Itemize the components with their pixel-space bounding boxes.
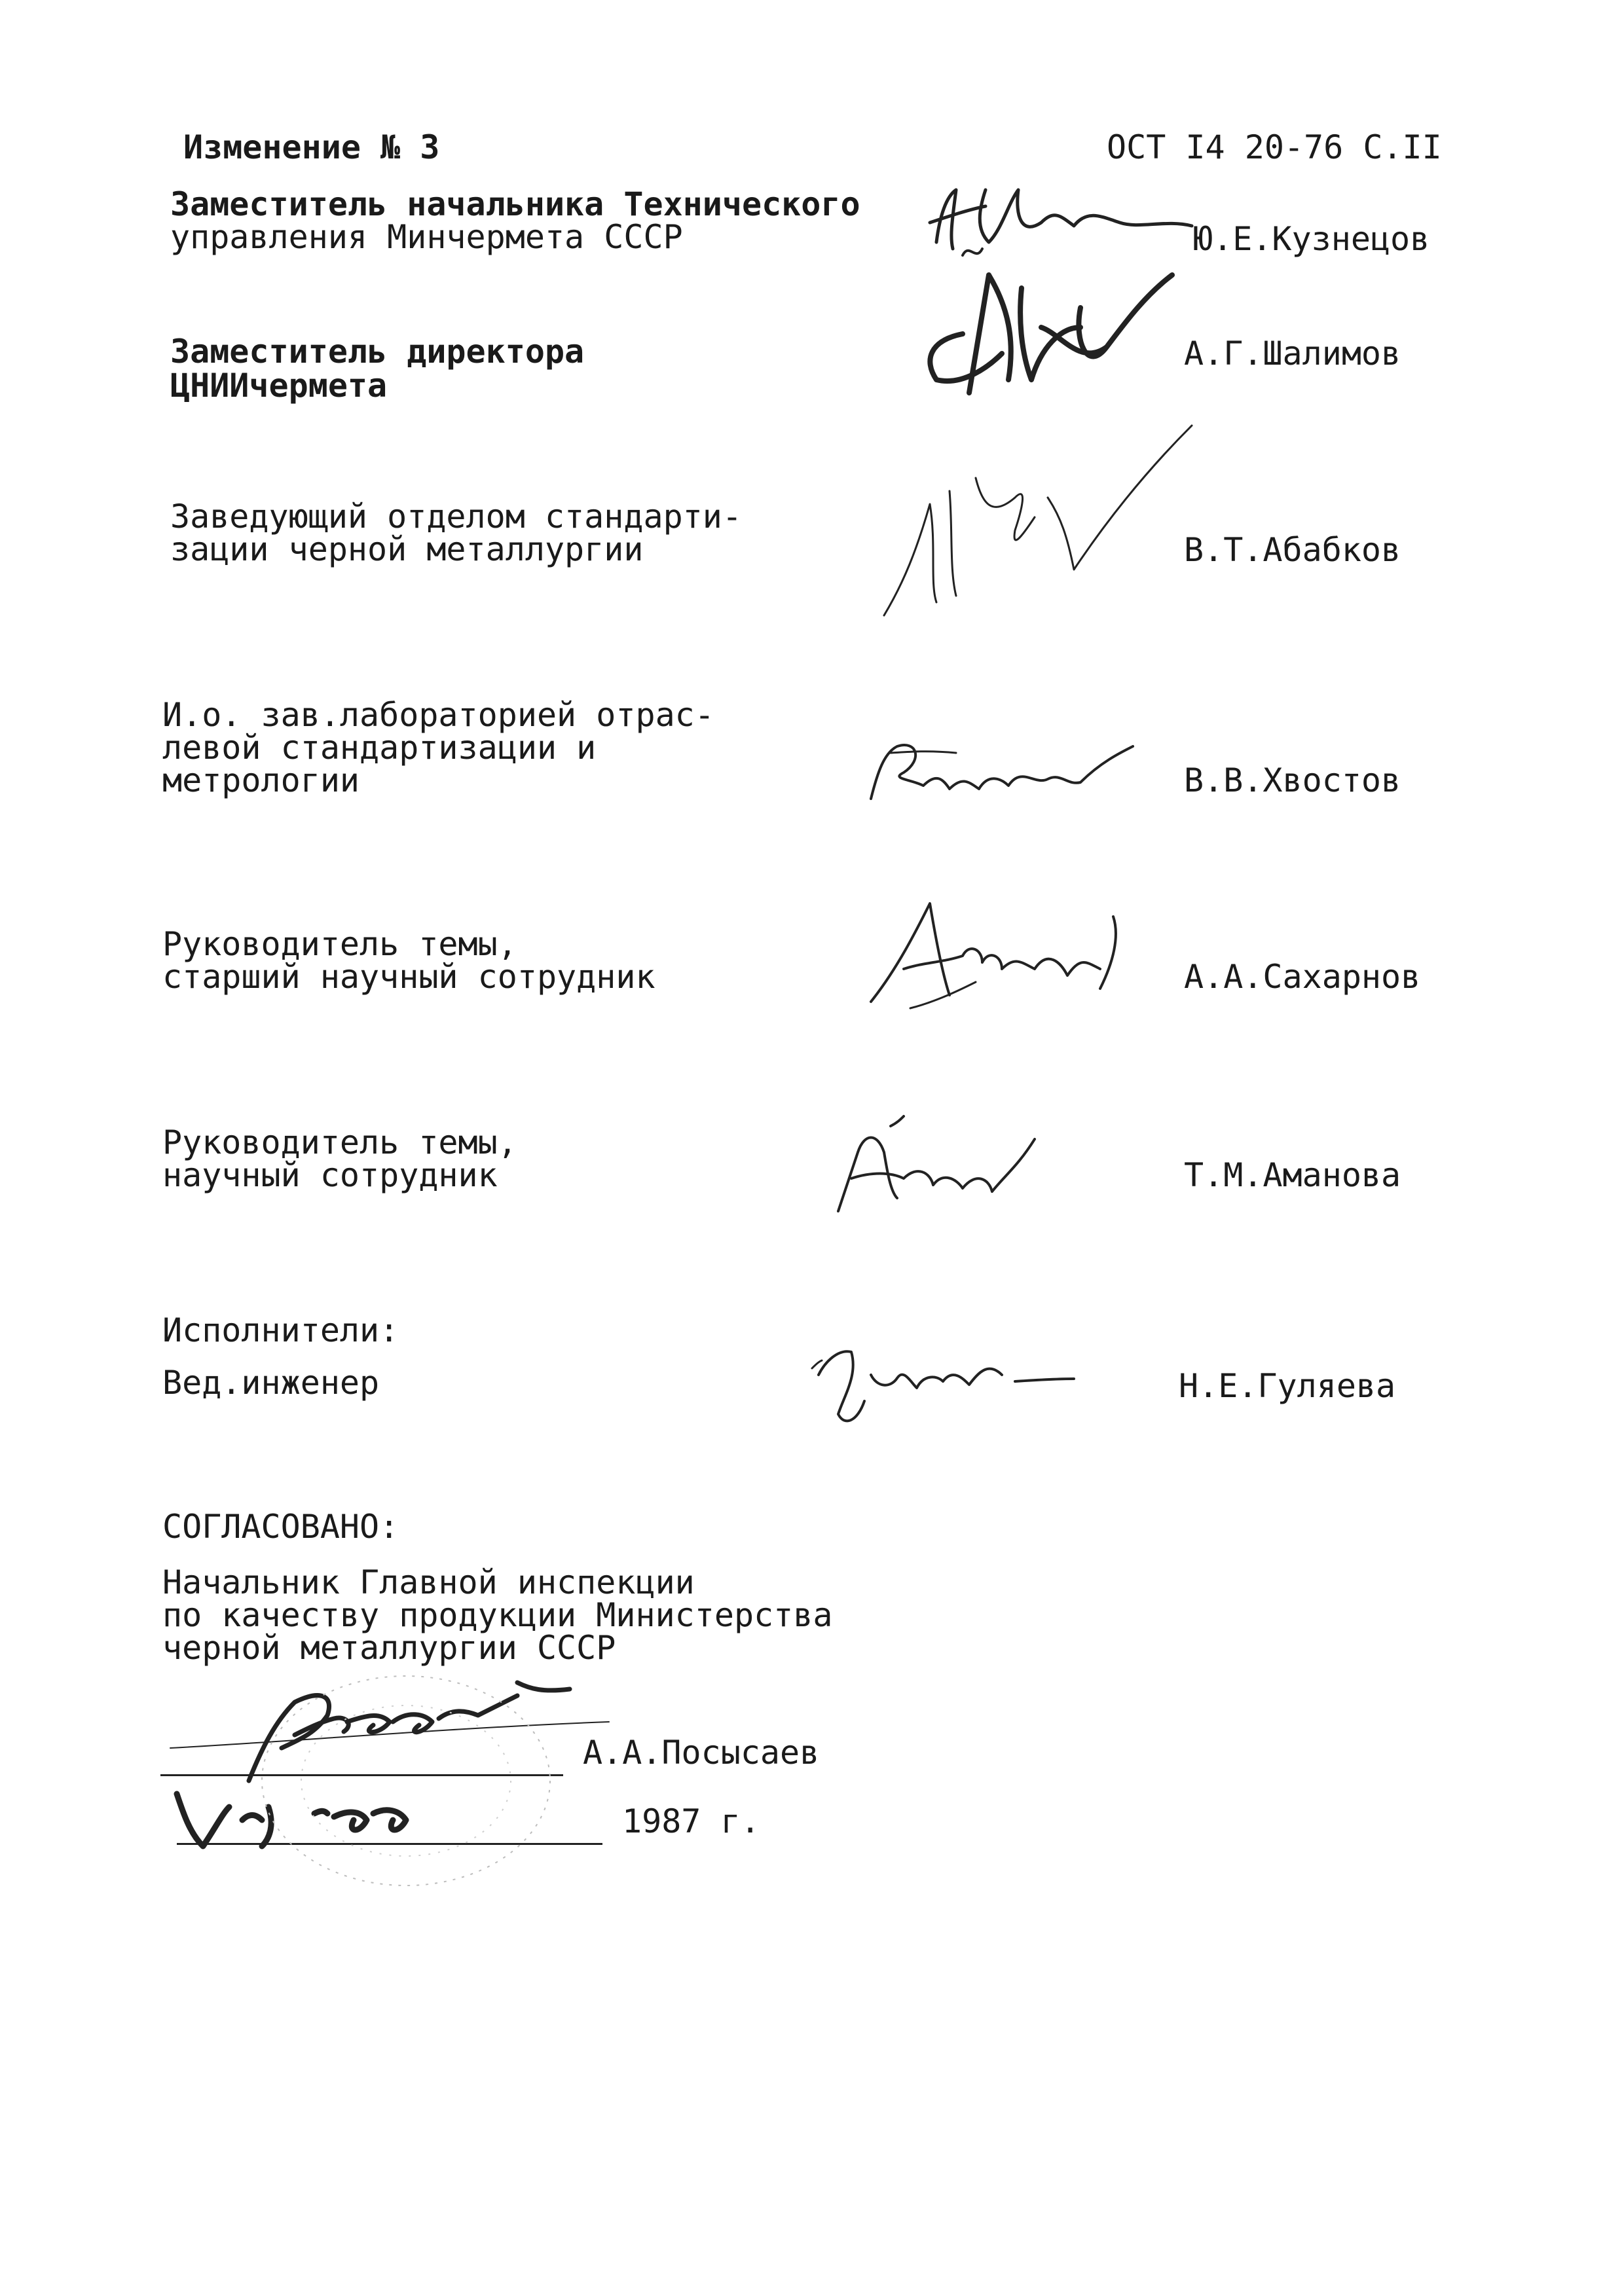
change-number: Изменение № 3 — [183, 128, 440, 166]
signatory-2-name: А.Г.Шалимов — [1184, 335, 1401, 373]
signatory-4-title-line-1: И.о. зав.лабораторией отрас- — [162, 696, 714, 734]
document-code: ОСТ I4 20-76 С.II — [1107, 128, 1442, 166]
signatory-4-title-line-3: метрологии — [162, 761, 360, 799]
signatory-3-title-line-1: Заведующий отделом стандарти- — [170, 498, 742, 536]
signatory-4-name: В.В.Хвостов — [1184, 761, 1401, 799]
executor-position: Вед.инженер — [162, 1364, 380, 1402]
signatory-3-title-line-2: зации черной металлургии — [170, 530, 644, 568]
approval-title-line-1: Начальник Главной инспекции — [162, 1563, 695, 1601]
signatory-5-title-line-1: Руководитель темы, — [162, 925, 517, 963]
signatory-6-name: Т.М.Аманова — [1184, 1156, 1401, 1194]
approval-name: А.А.Посысаев — [583, 1734, 820, 1772]
signatory-1-title-line-2: управления Минчермета СССР — [170, 218, 683, 256]
signatory-6-title-line-1: Руководитель темы, — [162, 1123, 517, 1161]
executor-name: Н.Е.Гуляева — [1179, 1367, 1396, 1405]
signature-ababkov-icon — [864, 419, 1205, 635]
approval-title-line-2: по качеству продукции Министерства — [162, 1596, 833, 1634]
signatory-2-title-line-1: Заместитель директора — [170, 333, 585, 371]
signature-shalimov-icon — [910, 249, 1185, 419]
stamp-impression-icon — [249, 1663, 563, 1899]
signature-amanova-icon — [825, 1113, 1048, 1231]
signatory-1-name: Ю.Е.Кузнецов — [1193, 220, 1430, 258]
signatory-5-title-line-2: старший научный сотрудник — [162, 958, 655, 996]
signatory-3-name: В.Т.Абабков — [1184, 531, 1401, 569]
signatory-5-name: А.А.Сахарнов — [1184, 958, 1421, 996]
signatory-1-title-line-1: Заместитель начальника Технического — [170, 185, 860, 223]
signature-sakharnov-icon — [858, 890, 1159, 1021]
executors-heading: Исполнители: — [162, 1311, 399, 1349]
signature-khvostov-icon — [851, 727, 1139, 812]
approval-heading: СОГЛАСОВАНО: — [162, 1508, 399, 1546]
signatory-4-title-line-2: левой стандартизации и — [162, 729, 597, 767]
signature-gulyaeva-icon — [799, 1322, 1074, 1434]
signatory-6-title-line-2: научный сотрудник — [162, 1156, 498, 1194]
signatory-2-title-line-2: ЦНИИчермета — [170, 367, 388, 405]
approval-title-line-3: черной металлургии СССР — [162, 1629, 616, 1667]
approval-year: 1987 г. — [622, 1802, 760, 1840]
